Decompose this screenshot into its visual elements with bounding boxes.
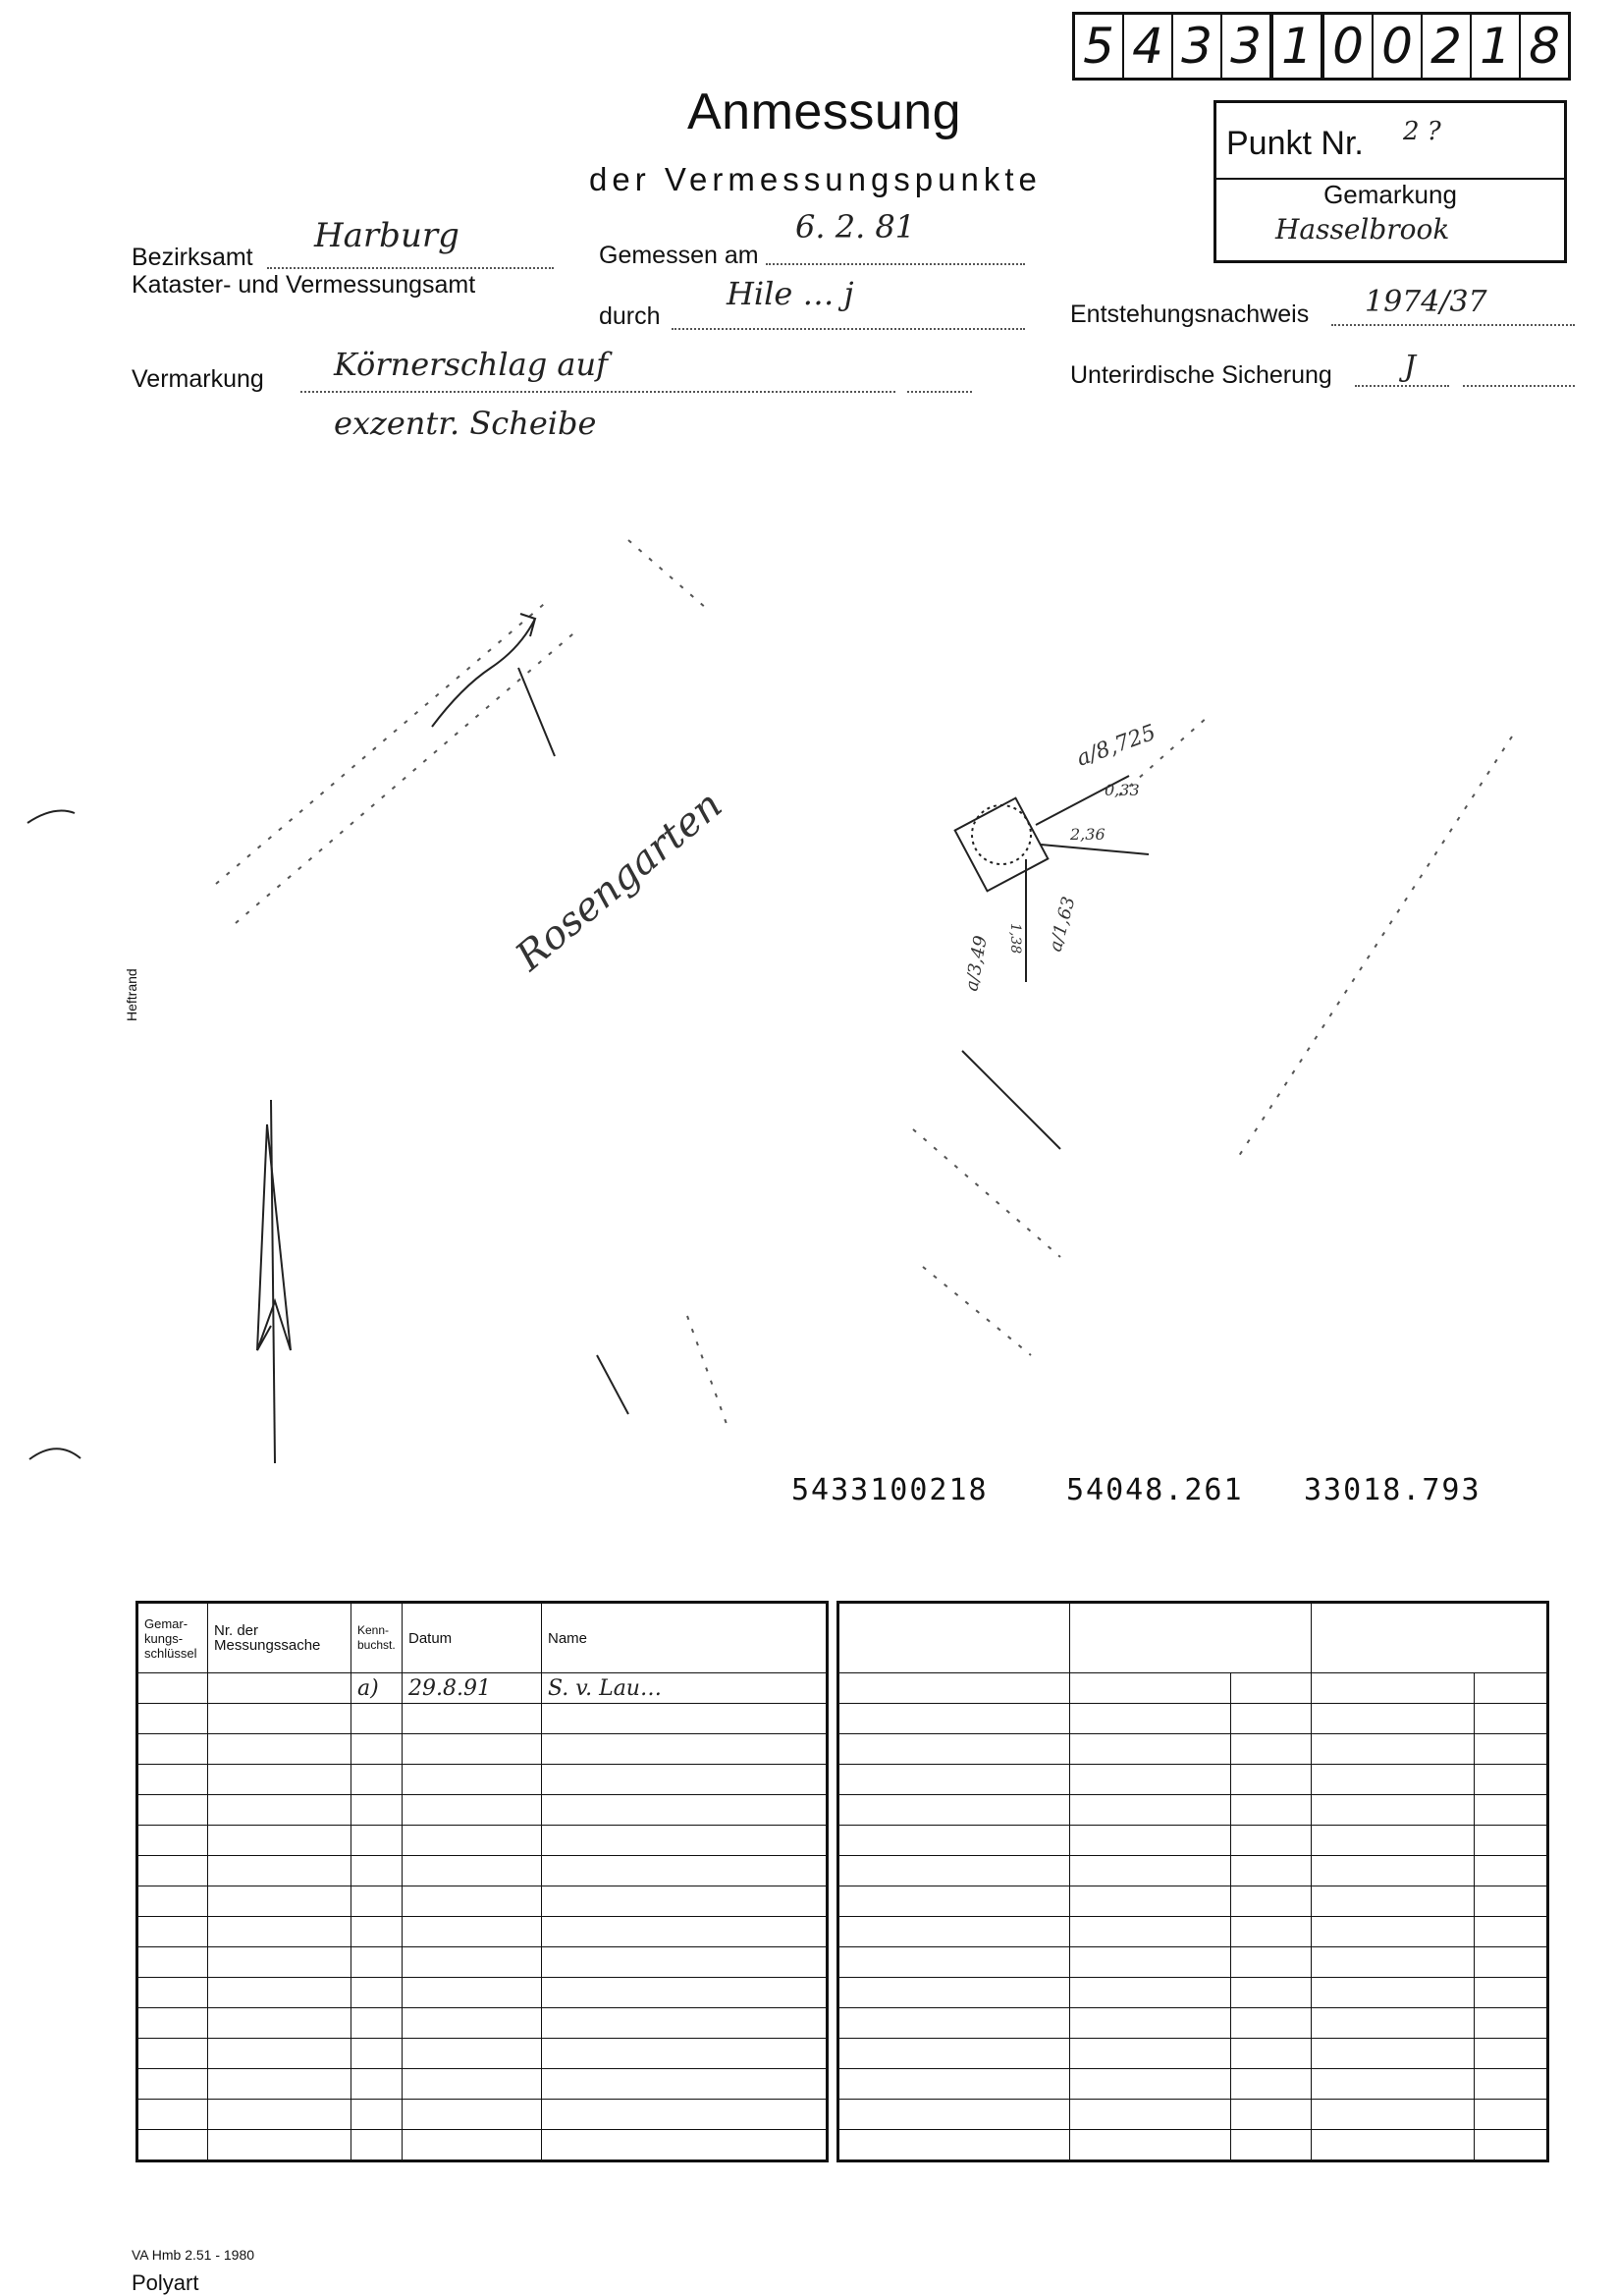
table-cell — [1231, 1826, 1312, 1856]
table-cell — [838, 2130, 1070, 2161]
table-cell — [137, 1947, 208, 1978]
durch-label: durch — [599, 302, 661, 330]
table-row — [838, 1765, 1548, 1795]
street-edge-line — [236, 629, 579, 923]
entstehung-label: Entstehungsnachweis — [1070, 301, 1310, 328]
table-cell — [1070, 2130, 1231, 2161]
table-cell — [838, 1704, 1070, 1734]
point-digit: 3 — [1171, 15, 1220, 78]
table-cell — [1312, 1947, 1475, 1978]
col-header-name: Name — [542, 1603, 828, 1673]
table-row — [838, 1795, 1548, 1826]
sketch-line — [687, 1316, 727, 1424]
table-cell — [1475, 1734, 1548, 1765]
table-cell — [208, 1947, 351, 1978]
table-row — [137, 1673, 828, 1704]
table-cell — [208, 1826, 351, 1856]
table-row — [137, 1826, 828, 1856]
coord-x: 54048.261 — [1066, 1473, 1244, 1507]
entstehung-line — [1331, 324, 1575, 326]
table-cell: 29.8.91 — [403, 1673, 542, 1704]
history-table-right — [836, 1601, 1549, 2162]
table-cell — [1231, 1704, 1312, 1734]
table-cell — [137, 2100, 208, 2130]
street-edge-line — [216, 599, 550, 884]
table-cell — [403, 2008, 542, 2039]
table-cell — [208, 1704, 351, 1734]
table-cell — [351, 2069, 403, 2100]
table-cell: S. v. Lau… — [542, 1673, 828, 1704]
table-cell — [542, 1978, 828, 2008]
page-title: Anmessung — [687, 83, 962, 140]
table-cell — [403, 1765, 542, 1795]
punkt-label: Punkt Nr. — [1226, 125, 1364, 162]
table-cell — [403, 2130, 542, 2161]
gemarkung-value: Hasselbrook — [1275, 213, 1450, 246]
table-cell — [1231, 2130, 1312, 2161]
table-cell — [542, 1917, 828, 1947]
sketch-line — [628, 540, 707, 609]
sketch-line — [1237, 737, 1512, 1159]
gemessen-value: 6. 2. 81 — [795, 208, 916, 246]
table-row — [838, 2069, 1548, 2100]
table-cell — [838, 2100, 1070, 2130]
table-cell — [137, 1673, 208, 1704]
gemarkung-label: Gemarkung — [1323, 180, 1457, 209]
table-cell — [838, 1886, 1070, 1917]
table-cell — [137, 2008, 208, 2039]
table-cell — [1475, 2008, 1548, 2039]
table-cell — [351, 2100, 403, 2130]
table-cell — [838, 1673, 1070, 1704]
measure-label: 1,38 — [1007, 923, 1023, 955]
vermarkung-value-1: Körnerschlag auf — [334, 346, 608, 383]
street-name-label: Rosengarten — [507, 782, 731, 980]
form-code: VA Hmb 2.51 - 1980 — [132, 2247, 255, 2263]
point-digit: 0 — [1321, 15, 1372, 78]
bezirksamt-label: Bezirksamt — [132, 244, 253, 271]
table-cell — [137, 2130, 208, 2161]
table-cell — [137, 1795, 208, 1826]
table-cell — [1070, 1765, 1231, 1795]
coord-point-id: 5433100218 — [791, 1473, 989, 1507]
table-cell — [1231, 1917, 1312, 1947]
table-cell — [542, 1886, 828, 1917]
table-cell — [403, 2069, 542, 2100]
col-header-blank — [1312, 1603, 1548, 1673]
vermarkung-line — [300, 391, 895, 393]
table-cell — [208, 1856, 351, 1886]
table-cell — [1070, 2008, 1231, 2039]
measure-label: 0,33 — [1105, 781, 1140, 799]
sketch-line — [913, 1129, 1060, 1257]
table-cell — [351, 1978, 403, 2008]
table-row — [838, 1978, 1548, 2008]
point-digit: 4 — [1122, 15, 1171, 78]
table-cell — [1312, 2008, 1475, 2039]
durch-line — [672, 328, 1025, 330]
table-cell — [1312, 2039, 1475, 2069]
table-cell — [403, 1856, 542, 1886]
table-cell — [1231, 2008, 1312, 2039]
survey-point-marker — [955, 798, 1049, 892]
table-cell — [137, 1765, 208, 1795]
table-cell — [208, 2039, 351, 2069]
col-header-datum: Datum — [403, 1603, 542, 1673]
sketch-line — [597, 1355, 628, 1414]
point-digit: 1 — [1269, 15, 1321, 78]
table-row — [838, 2100, 1548, 2130]
col-header-blank — [838, 1603, 1070, 1673]
table-cell — [838, 2069, 1070, 2100]
table-cell — [1475, 2069, 1548, 2100]
point-number-boxes — [1072, 12, 1571, 81]
sketch-line — [962, 1051, 1060, 1149]
table-cell — [1231, 1947, 1312, 1978]
table-cell — [351, 1886, 403, 1917]
table-cell — [542, 2039, 828, 2069]
table-row — [137, 1856, 828, 1886]
table-cell — [208, 2008, 351, 2039]
table-cell — [403, 1826, 542, 1856]
table-cell — [1070, 2069, 1231, 2100]
table-cell — [1475, 1673, 1548, 1704]
table-cell — [403, 1947, 542, 1978]
table-cell — [1231, 1886, 1312, 1917]
survey-point-circle — [972, 805, 1031, 864]
measure-label: a/3,49 — [961, 934, 992, 993]
punkt-value: 2 ? — [1403, 117, 1441, 146]
table-cell — [1312, 1886, 1475, 1917]
point-digit: 8 — [1519, 15, 1568, 78]
table-row — [137, 1795, 828, 1826]
table-cell — [542, 1704, 828, 1734]
table-cell — [1312, 1917, 1475, 1947]
table-cell — [542, 2008, 828, 2039]
table-cell — [542, 1856, 828, 1886]
table-cell — [838, 1978, 1070, 2008]
table-cell — [1070, 1795, 1231, 1826]
table-cell — [1231, 1673, 1312, 1704]
col-header-blank — [1070, 1603, 1312, 1673]
table-cell — [542, 2069, 828, 2100]
table-cell — [351, 1765, 403, 1795]
table-row — [838, 1826, 1548, 1856]
table-cell — [542, 1826, 828, 1856]
unterirdisch-line-2 — [1463, 385, 1575, 387]
table-cell — [137, 1704, 208, 1734]
table-cell — [351, 1826, 403, 1856]
table-cell — [1231, 2100, 1312, 2130]
table-row — [838, 2008, 1548, 2039]
sketch-line — [518, 668, 555, 756]
table-cell — [403, 1734, 542, 1765]
table-cell — [403, 2039, 542, 2069]
table-cell — [403, 1704, 542, 1734]
location-sketch — [0, 471, 1618, 1493]
table-cell — [542, 1795, 828, 1826]
north-arrow-icon — [257, 1100, 291, 1463]
table-cell — [137, 2069, 208, 2100]
table-row — [838, 1947, 1548, 1978]
table-cell — [1475, 1917, 1548, 1947]
table-cell — [1070, 2100, 1231, 2130]
publisher: Polyart — [132, 2270, 199, 2295]
table-row — [137, 1917, 828, 1947]
table-cell — [351, 2039, 403, 2069]
table-cell — [1475, 1856, 1548, 1886]
measure-label: a/8,725 — [1073, 720, 1160, 772]
table-cell — [1312, 1765, 1475, 1795]
table-cell — [208, 2100, 351, 2130]
table-cell — [1070, 1673, 1231, 1704]
table-cell — [1475, 2100, 1548, 2130]
unterirdisch-value: J — [1404, 350, 1417, 384]
table-cell — [838, 1917, 1070, 1947]
table-cell — [838, 1947, 1070, 1978]
table-cell — [1312, 1826, 1475, 1856]
measure-label: 2,36 — [1070, 825, 1106, 844]
table-cell — [1475, 1765, 1548, 1795]
table-cell — [1070, 1856, 1231, 1886]
heftrand-label: Heftrand — [124, 968, 139, 1021]
table-cell — [1475, 1795, 1548, 1826]
bezirksamt-line — [267, 267, 554, 269]
table-row — [838, 1917, 1548, 1947]
table-row — [137, 1704, 828, 1734]
table-cell — [351, 2008, 403, 2039]
table-cell — [1070, 1886, 1231, 1917]
table-cell — [542, 2100, 828, 2130]
table-row — [838, 1734, 1548, 1765]
measure-label: a/1,63 — [1045, 894, 1080, 955]
table-cell — [1475, 2039, 1548, 2069]
col-header-gemarkungsschluessel: Gemar- kungs- schlüssel — [137, 1603, 208, 1673]
table-cell — [838, 2039, 1070, 2069]
margin-mark — [29, 1449, 81, 1459]
sketch-line — [923, 1267, 1031, 1355]
table-cell — [208, 2130, 351, 2161]
table-row — [137, 1886, 828, 1917]
table-cell — [1475, 1886, 1548, 1917]
table-row — [838, 1704, 1548, 1734]
table-cell — [1231, 1795, 1312, 1826]
table-cell — [403, 1886, 542, 1917]
entstehung-value: 1974/37 — [1365, 285, 1487, 319]
table-cell — [403, 1917, 542, 1947]
table-cell — [137, 1978, 208, 2008]
unterirdisch-label: Unterirdische Sicherung — [1070, 361, 1332, 389]
table-cell — [208, 1917, 351, 1947]
point-digit: 5 — [1083, 18, 1114, 75]
table-cell — [1475, 2130, 1548, 2161]
page-subtitle: der Vermessungspunkte — [589, 161, 1042, 197]
table-cell — [208, 2069, 351, 2100]
table-cell — [208, 1795, 351, 1826]
measure-line — [1041, 845, 1149, 854]
table-cell — [351, 1704, 403, 1734]
table-cell — [1312, 1673, 1475, 1704]
table-row — [137, 2039, 828, 2069]
table-row — [137, 1978, 828, 2008]
table-row — [137, 2008, 828, 2039]
table-cell — [1312, 2069, 1475, 2100]
table-cell — [208, 1886, 351, 1917]
table-cell — [838, 1795, 1070, 1826]
table-cell: a) — [351, 1673, 403, 1704]
table-cell — [1070, 2039, 1231, 2069]
table-cell — [1070, 1734, 1231, 1765]
table-cell — [1312, 1856, 1475, 1886]
table-cell — [351, 2130, 403, 2161]
table-row — [137, 2100, 828, 2130]
vermarkung-value-2: exzentr. Scheibe — [334, 405, 597, 442]
point-digit: 0 — [1372, 15, 1421, 78]
table-cell — [838, 2008, 1070, 2039]
table-cell — [1231, 2069, 1312, 2100]
table-cell — [1312, 2100, 1475, 2130]
table-cell — [403, 1978, 542, 2008]
table-cell — [1070, 1917, 1231, 1947]
table-row — [838, 1673, 1548, 1704]
table-cell — [1231, 1856, 1312, 1886]
punkt-box — [1214, 100, 1567, 263]
history-table-left — [135, 1601, 829, 2162]
gemessen-label: Gemessen am — [599, 242, 759, 269]
table-cell — [208, 1673, 351, 1704]
table-cell — [351, 1856, 403, 1886]
table-cell — [208, 1765, 351, 1795]
table-cell — [137, 1826, 208, 1856]
table-cell — [838, 1734, 1070, 1765]
gemessen-line — [766, 263, 1025, 265]
table-cell — [1475, 1978, 1548, 2008]
table-cell — [208, 1978, 351, 2008]
durch-value: Hile … j — [727, 275, 854, 312]
table-cell — [403, 1795, 542, 1826]
table-cell — [838, 1765, 1070, 1795]
table-cell — [1312, 1704, 1475, 1734]
table-cell — [1070, 1978, 1231, 2008]
table-row — [137, 1947, 828, 1978]
table-cell — [1475, 1947, 1548, 1978]
point-digit: 3 — [1220, 15, 1269, 78]
table-cell — [1231, 2039, 1312, 2069]
table-row — [838, 2130, 1548, 2161]
table-cell — [1312, 1795, 1475, 1826]
table-cell — [137, 1856, 208, 1886]
point-digit: 1 — [1470, 15, 1519, 78]
table-cell — [1070, 1947, 1231, 1978]
table-cell — [1312, 1734, 1475, 1765]
table-cell — [542, 2130, 828, 2161]
col-header-kennbuchstabe: Kenn- buchst. — [351, 1603, 403, 1673]
table-cell — [137, 1734, 208, 1765]
table-row — [137, 2130, 828, 2161]
table-cell — [1475, 1826, 1548, 1856]
table-row — [137, 1765, 828, 1795]
table-cell — [542, 1765, 828, 1795]
table-cell — [208, 1734, 351, 1765]
table-cell — [137, 1917, 208, 1947]
table-cell — [838, 1856, 1070, 1886]
table-cell — [1312, 2130, 1475, 2161]
coord-y: 33018.793 — [1304, 1473, 1482, 1507]
table-cell — [1070, 1826, 1231, 1856]
table-row — [838, 1886, 1548, 1917]
unterirdisch-line-1 — [1355, 385, 1449, 387]
col-header-messungssache: Nr. der Messungssache — [208, 1603, 351, 1673]
table-cell — [1231, 1978, 1312, 2008]
table-row — [838, 2039, 1548, 2069]
table-cell — [1231, 1734, 1312, 1765]
vermarkung-label: Vermarkung — [132, 365, 264, 393]
table-row — [137, 2069, 828, 2100]
table-cell — [542, 1734, 828, 1765]
table-row — [137, 1734, 828, 1765]
table-cell — [351, 1734, 403, 1765]
point-digit: 2 — [1421, 15, 1470, 78]
table-cell — [137, 2039, 208, 2069]
table-cell — [838, 1826, 1070, 1856]
kataster-label: Kataster- und Vermessungsamt — [132, 271, 476, 299]
margin-mark — [27, 811, 75, 823]
table-cell — [137, 1886, 208, 1917]
table-cell — [542, 1947, 828, 1978]
table-cell — [1070, 1704, 1231, 1734]
table-cell — [1475, 1704, 1548, 1734]
table-cell — [403, 2100, 542, 2130]
table-cell — [351, 1795, 403, 1826]
bezirksamt-value: Harburg — [314, 216, 459, 255]
table-cell — [351, 1917, 403, 1947]
table-cell — [351, 1947, 403, 1978]
vermarkung-line-extra — [907, 391, 972, 393]
table-cell — [1312, 1978, 1475, 2008]
table-row — [838, 1856, 1548, 1886]
table-cell — [1231, 1765, 1312, 1795]
